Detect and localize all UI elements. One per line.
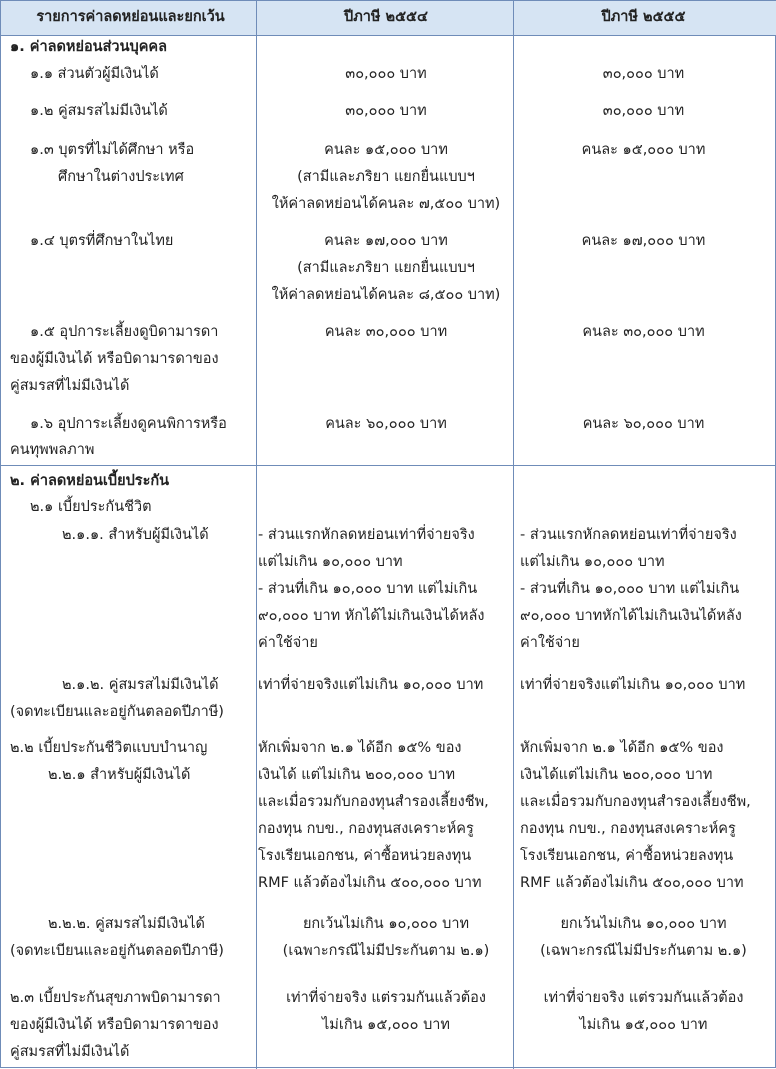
value-2554-line: - ส่วนที่เกิน ๑๐,๐๐๐ บาท แต่ไม่เกิน (258, 581, 478, 597)
value-2555-line: โรงเรียนเอกชน, ค่าซื้อหน่วยลงทุน (520, 848, 734, 864)
value-2554: คนละ ๓๐,๐๐๐ บาท (324, 324, 448, 340)
section-divider (1, 465, 776, 466)
value-2555-note: ไม่เกิน ๑๕,๐๐๐ บาท (579, 1017, 708, 1033)
header-col-2554: ปีภาษี ๒๕๕๔ (344, 9, 428, 25)
column-divider (513, 1, 514, 1069)
row-label: ๑.๔ บุตรที่ศึกษาในไทย (30, 233, 174, 249)
value-2555: คนละ ๖๐,๐๐๐ บาท (582, 416, 705, 432)
value-2554-line: เงินได้ แต่ไม่เกิน ๒๐๐,๐๐๐ บาท (258, 767, 456, 783)
value-2554-note: (สามีและภริยา แยกยื่นแบบฯ (297, 260, 475, 276)
row-label: ๑.๕ อุปการะเลี้ยงดูบิดามารดา (30, 324, 219, 340)
value-2555-line: - ส่วนแรกหักลดหย่อนเท่าที่จ่ายจริง (520, 527, 737, 543)
row-label: ๒.๒ เบี้ยประกันชีวิตแบบบำนาญ (10, 740, 208, 756)
column-divider (256, 1, 257, 1069)
value-2555-line: ๙๐,๐๐๐ บาทหักได้ไม่เกินเงินได้หลัง (520, 608, 742, 624)
row-label: คนทุพพลภาพ (10, 442, 95, 458)
row-label: คู่สมรสที่ไม่มีเงินได้ (10, 1044, 130, 1060)
section-title-personal: ๑. ค่าลดหย่อนส่วนบุคคล (10, 39, 167, 55)
row-label: ของผู้มีเงินได้ หรือบิดามารดาของ (10, 351, 219, 367)
value-2555-line: ค่าใช้จ่าย (520, 635, 580, 651)
value-2555-line: RMF แล้วต้องไม่เกิน ๕๐๐,๐๐๐ บาท (520, 875, 744, 891)
value-2554: ๓๐,๐๐๐ บาท (345, 66, 427, 82)
value-2554-line: ค่าใช้จ่าย (258, 635, 318, 651)
value-2555-line: เงินได้แต่ไม่เกิน ๒๐๐,๐๐๐ บาท (520, 767, 713, 783)
value-2554-line: - ส่วนแรกหักลดหย่อนเท่าที่จ่ายจริง (258, 527, 475, 543)
row-label: ๒.๑.๒. คู่สมรสไม่มีเงินได้ (62, 677, 219, 693)
value-2555-note: (เฉพาะกรณีไม่มีประกันตาม ๒.๑) (540, 943, 747, 959)
value-2555: ๓๐,๐๐๐ บาท (602, 103, 685, 119)
value-2554-line: และเมื่อรวมกับกองทุนสำรองเลี้ยงชีพ, (258, 794, 489, 810)
row-label: ๒.๒.๒. คู่สมรสไม่มีเงินได้ (48, 916, 205, 932)
header-col-2555: ปีภาษี ๒๕๕๕ (601, 9, 686, 25)
row-label: ๒.๑.๑. สำหรับผู้มีเงินได้ (62, 527, 209, 543)
value-2555-line: - ส่วนที่เกิน ๑๐,๐๐๐ บาท แต่ไม่เกิน (520, 581, 740, 597)
value-2554: คนละ ๑๗,๐๐๐ บาท (324, 233, 448, 249)
value-2555: คนละ ๓๐,๐๐๐ บาท (582, 324, 705, 340)
row-label: ๑.๖ อุปการะเลี้ยงดูคนพิการหรือ (30, 416, 227, 432)
value-2555: ยกเว้นไม่เกิน ๑๐,๐๐๐ บาท (560, 916, 727, 932)
value-2555: ๓๐,๐๐๐ บาท (602, 66, 685, 82)
value-2554-line: หักเพิ่มจาก ๒.๑ ได้อีก ๑๕% ของ (258, 740, 462, 756)
value-2555: คนละ ๑๗,๐๐๐ บาท (581, 233, 706, 249)
header-col-items: รายการค่าลดหย่อนและยกเว้น (36, 9, 225, 25)
value-2554-line: RMF แล้วต้องไม่เกิน ๕๐๐,๐๐๐ บาท (258, 875, 482, 891)
value-2554-line: โรงเรียนเอกชน, ค่าซื้อหน่วยลงทุน (258, 848, 472, 864)
value-2555-line: หักเพิ่มจาก ๒.๑ ได้อีก ๑๕% ของ (520, 740, 724, 756)
row-label: ศึกษาในต่างประเทศ (58, 169, 184, 185)
value-2555-line: กองทุน กบข., กองทุนสงเคราะห์ครู (520, 821, 736, 837)
subsection-label: ๒.๑ เบี้ยประกันชีวิต (30, 499, 152, 515)
row-label: ๑.๑ ส่วนตัวผู้มีเงินได้ (30, 66, 159, 82)
value-2555-line: และเมื่อรวมกับกองทุนสำรองเลี้ยงชีพ, (520, 794, 751, 810)
row-label: คู่สมรสที่ไม่มีเงินได้ (10, 378, 130, 394)
value-2554-note: ให้ค่าลดหย่อนได้คนละ ๗,๕๐๐ บาท) (271, 196, 501, 212)
value-2554: ยกเว้นไม่เกิน ๑๐,๐๐๐ บาท (302, 916, 470, 932)
row-label: (จดทะเบียนและอยู่กันตลอดปีภาษี) (10, 943, 224, 959)
value-2554-note: (สามีและภริยา แยกยื่นแบบฯ (297, 169, 475, 185)
value-2555: เท่าที่จ่ายจริง แต่รวมกันแล้วต้อง (543, 990, 744, 1006)
value-2555: คนละ ๑๕,๐๐๐ บาท (581, 142, 706, 158)
value-2554-line: ๙๐,๐๐๐ บาท หักได้ไม่เกินเงินได้หลัง (258, 608, 485, 624)
value-2554-line: กองทุน กบข., กองทุนสงเคราะห์ครู (258, 821, 474, 837)
value-2554-note: ให้ค่าลดหย่อนได้คนละ ๘,๕๐๐ บาท) (271, 287, 501, 303)
row-label: ๒.๓ เบี้ยประกันสุขภาพบิดามารดา (10, 990, 221, 1006)
row-label: ๑.๓ บุตรที่ไม่ได้ศึกษา หรือ (30, 142, 195, 158)
value-2554-note: (เฉพาะกรณีไม่มีประกันตาม ๒.๑) (282, 943, 490, 959)
section-title-insurance: ๒. ค่าลดหย่อนเบี้ยประกัน (10, 473, 170, 489)
value-2554-note: ไม่เกิน ๑๕,๐๐๐ บาท (322, 1017, 450, 1033)
row-label: ๒.๒.๑ สำหรับผู้มีเงินได้ (48, 767, 191, 783)
value-2555: เท่าที่จ่ายจริงแต่ไม่เกิน ๑๐,๐๐๐ บาท (520, 677, 746, 693)
value-2554: คนละ ๖๐,๐๐๐ บาท (325, 416, 447, 432)
value-2554: ๓๐,๐๐๐ บาท (345, 103, 427, 119)
row-label: ๑.๒ คู่สมรสไม่มีเงินได้ (30, 103, 168, 119)
value-2554: เท่าที่จ่ายจริง แต่รวมกันแล้วต้อง (286, 990, 486, 1006)
row-label: ของผู้มีเงินได้ หรือบิดามารดาของ (10, 1017, 219, 1033)
value-2554-line: แต่ไม่เกิน ๑๐,๐๐๐ บาท (258, 554, 403, 570)
value-2554: คนละ ๑๕,๐๐๐ บาท (324, 142, 448, 158)
row-label: (จดทะเบียนและอยู่กันตลอดปีภาษี) (10, 704, 224, 720)
value-2554: เท่าที่จ่ายจริงแต่ไม่เกิน ๑๐,๐๐๐ บาท (258, 677, 484, 693)
value-2555-line: แต่ไม่เกิน ๑๐,๐๐๐ บาท (520, 554, 665, 570)
